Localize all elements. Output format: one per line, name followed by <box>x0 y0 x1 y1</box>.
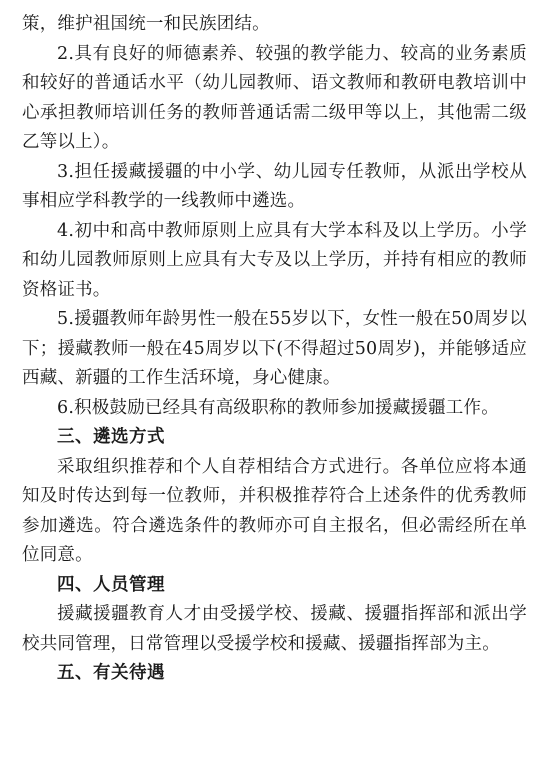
requirement-item-6: 6.积极鼓励已经具有高级职称的教师参加援藏援疆工作。 <box>57 397 499 418</box>
section-heading-selection: 三、遴选方式 <box>57 427 165 447</box>
requirement-item-3: 3.担任援藏援疆的中小学、幼儿园专任教师，从派出学校从事相应学科教学的一线教师中遴选。 <box>22 161 527 211</box>
requirement-item-4: 4.初中和高中教师原则上应具有大学本科及以上学历。小学和幼儿园教师原则上应具有大专及以上学历，并持有相应的教师资格证书。 <box>22 220 527 300</box>
section-heading-management: 四、人员管理 <box>57 574 165 595</box>
paragraph-continuation: 策，维护祖国统一和民族团结。 <box>22 14 270 34</box>
personnel-management-paragraph: 援藏援疆教育人才由受援学校、援藏、援疆指挥部和派出学校共同管理，日常管理以受援学校和援藏、援疆指挥部为主。 <box>22 604 527 654</box>
section-heading-benefits: 五、有关待遇 <box>57 663 165 683</box>
selection-method-paragraph: 采取组织推荐和个人自荐相结合方式进行。各单位应将本通知及时传达到每一位教师，并积极推荐符合上述条件的优秀教师参加遴选。符合遴选条件的教师亦可自主报名，但必需经所在单位同意。 <box>22 456 527 565</box>
requirement-item-2: 2.具有良好的师德素养、较强的教学能力、较高的业务素质和较好的普通话水平（幼儿园教师、语文教师和教研电教培训中心承担教师培训任务的教师普通话需二级甲等以上，其他需二级乙等以上）。 <box>22 43 527 152</box>
requirement-item-5: 5.援疆教师年龄男性一般在55岁以下，女性一般在50周岁以下；援藏教师一般在45周岁以下(不得超过50周岁)，并能够适应西藏、新疆的工作生活环境，身心健康。 <box>22 309 527 388</box>
